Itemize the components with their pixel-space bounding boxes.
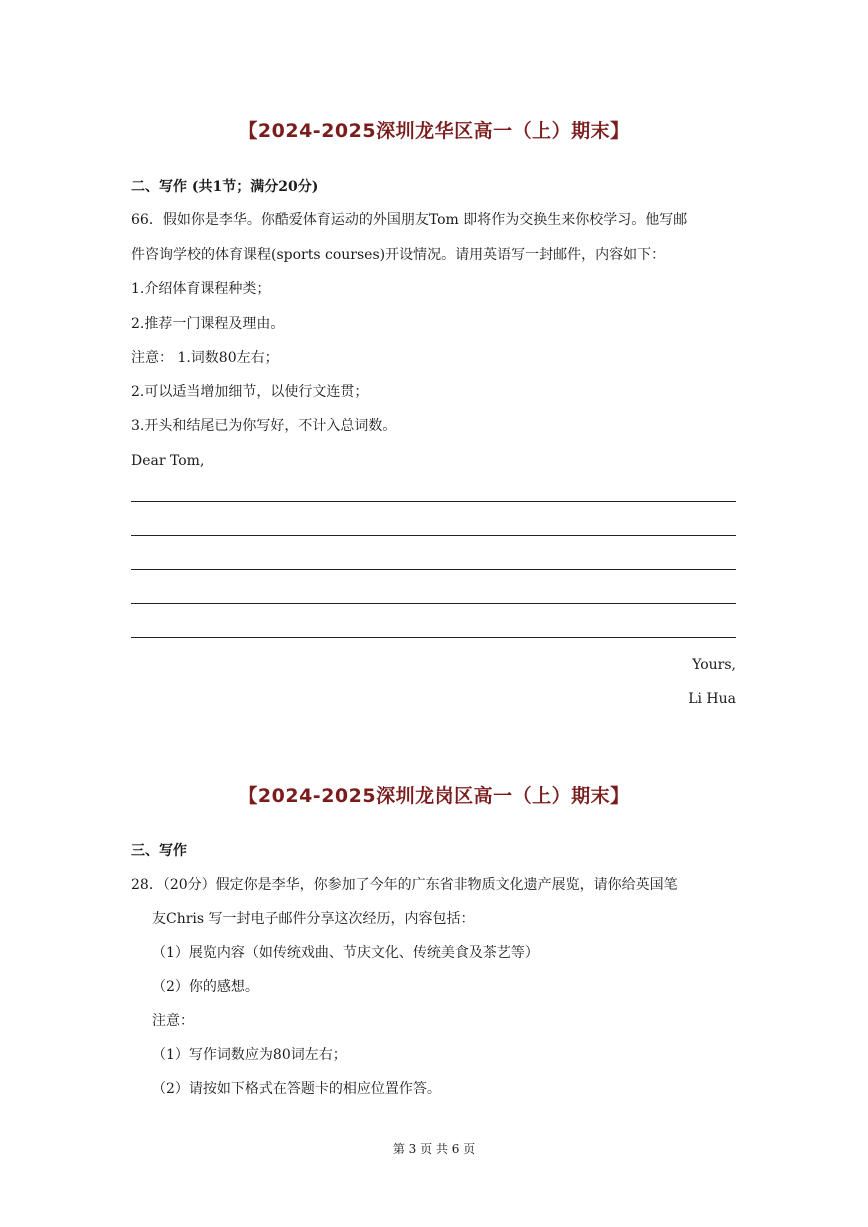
- page-number: 第 3 页 共 6 页: [392, 1142, 476, 1156]
- salutation: Dear Tom,: [131, 453, 205, 469]
- section1-question-line1: 66．假如你是李华。你酷爱体育运动的外国朋友Tom 即将作为交换生来你校学习。他写邮: [131, 212, 688, 228]
- section2-note1: （1）写作词数应为80词左右；: [152, 1047, 347, 1063]
- section2-heading: 三、写作: [131, 843, 187, 859]
- closing: Yours,: [692, 657, 736, 673]
- section1-item2: 2.推荐一门课程及理由。: [131, 316, 285, 332]
- answer-line: [131, 569, 736, 570]
- section1-note2: 2.可以适当增加细节，以使行文连贯；: [131, 384, 369, 400]
- section1-heading: 二、写作 (共1节；满分20分): [131, 179, 319, 195]
- answer-line: [131, 535, 736, 536]
- section2-title: 【2024-2025深圳龙岗区高一（上）期末】: [238, 785, 630, 807]
- answer-line: [131, 637, 736, 638]
- section2-item2: （2）你的感想。: [152, 979, 259, 995]
- section2-note-label: 注意：: [152, 1013, 194, 1029]
- section1-note3: 3.开头和结尾已为你写好，不计入总词数。: [131, 418, 397, 434]
- section1-note: 注意： 1.词数80左右；: [131, 350, 279, 366]
- answer-line: [131, 501, 736, 502]
- section1-title: 【2024-2025深圳龙华区高一（上）期末】: [238, 120, 630, 142]
- answer-line: [131, 603, 736, 604]
- section1-item1: 1.介绍体育课程种类；: [131, 281, 271, 297]
- section2-item1: （1）展览内容（如传统戏曲、节庆文化、传统美食及茶艺等）: [152, 945, 539, 961]
- section1-question-line2: 件咨询学校的体育课程(sports courses)开设情况。请用英语写一封邮件，内容如下：: [131, 247, 666, 263]
- section2-question-line2: 友Chris 写一封电子邮件分享这次经历，内容包括：: [152, 911, 475, 927]
- section2-question-line1: 28．（20分）假定你是李华，你参加了今年的广东省非物质文化遗产展览，请你给英国笔: [131, 877, 678, 893]
- signature: Li Hua: [688, 691, 736, 707]
- section2-note2: （2）请按如下格式在答题卡的相应位置作答。: [152, 1081, 441, 1097]
